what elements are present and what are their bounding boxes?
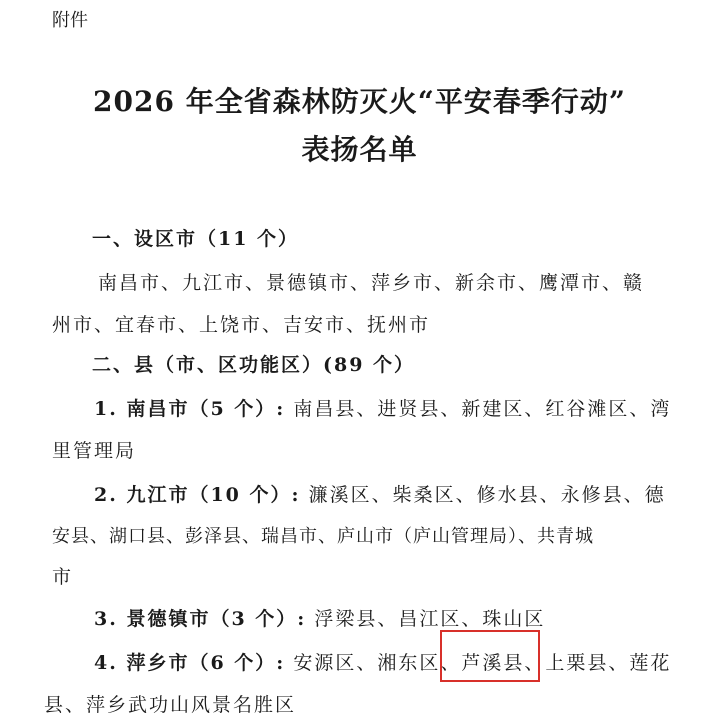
item-pingxiang-line2: 县、萍乡武功山风景名胜区: [44, 694, 297, 716]
section1-line1: 南昌市、九江市、景德镇市、萍乡市、新余市、鹰潭市、赣: [98, 272, 645, 294]
item-label: 4. 萍乡市（6 个）:: [94, 652, 286, 674]
item-nanchang: [94, 394, 671, 421]
highlighted-county: 芦溪县、: [461, 652, 546, 674]
item-jiujiang-line3: 市: [52, 566, 74, 588]
item-jiujiang-line2: 安县、湖口县、彭泽县、瑞昌市、庐山市（庐山管理局）、共青城: [52, 526, 594, 547]
item-label: 1. 南昌市（5 个）:: [94, 398, 286, 420]
item-label: 3. 景德镇市（3 个）:: [94, 608, 307, 630]
attachment-label: 附件: [52, 10, 88, 31]
item-text: 南昌县、进贤县、新建区、红谷滩区、湾: [293, 398, 672, 420]
highlight-box: [440, 630, 540, 682]
item-nanchang-line2: 里管理局: [52, 440, 137, 462]
document-title-line2: 表扬名单: [301, 133, 418, 166]
item-text: 濂溪区、柴桑区、修水县、永修县、德: [308, 484, 666, 506]
item-text-post: 上栗县、莲花: [545, 652, 672, 674]
section1-line2: 州市、宜春市、上饶市、吉安市、抚州市: [52, 314, 431, 336]
item-jingdezhen: [94, 604, 545, 631]
section2-heading: 二、县（市、区功能区）(89 个）: [92, 354, 416, 376]
item-text-pre: 安源区、湘东区、: [293, 652, 462, 674]
document-title-line1: 2026 年全省森林防灭火“平安春季行动”: [93, 85, 626, 118]
item-jiujiang: [94, 480, 666, 507]
item-pingxiang: [94, 648, 671, 675]
section1-heading: 一、设区市（11 个）: [92, 228, 300, 250]
item-label: 2. 九江市（10 个）:: [94, 484, 301, 506]
item-text: 浮梁县、昌江区、珠山区: [314, 608, 546, 630]
